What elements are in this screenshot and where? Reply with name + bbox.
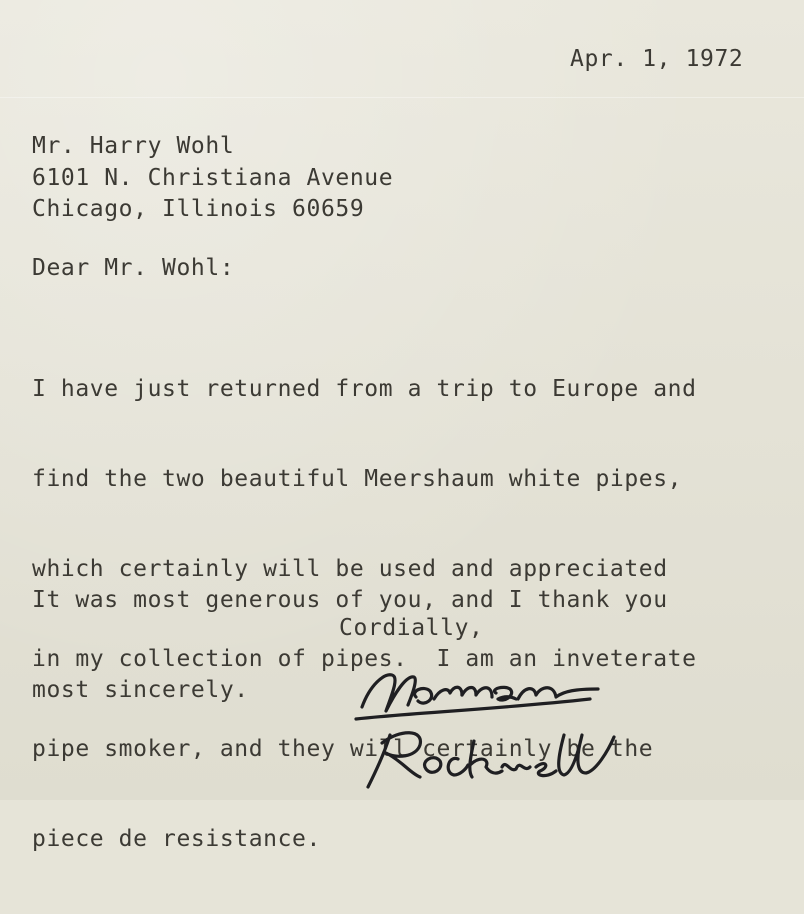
paper-fold-line (0, 97, 804, 98)
body-line: which certainly will be used and appreciated (32, 556, 668, 582)
body-line: find the two beautiful Meershaum white pipes, (32, 466, 683, 492)
recipient-city: Chicago, Illinois 60659 (32, 196, 365, 222)
body-line: I have just returned from a trip to Europe and (32, 376, 697, 402)
body-line: in my collection of pipes. I am an inveterate (32, 646, 697, 672)
salutation: Dear Mr. Wohl: (32, 255, 235, 281)
body-line: pipe smoker, and they will certainly be the (32, 736, 654, 762)
letter-date: Apr. 1, 1972 (570, 46, 744, 72)
body-line: piece de resistance. (32, 826, 321, 852)
closing: Cordially, (339, 615, 484, 641)
body-line: most sincerely. (32, 677, 249, 703)
body-line: It was most generous of you, and I thank you (32, 587, 668, 613)
handwritten-signature (350, 655, 680, 795)
recipient-name: Mr. Harry Wohl (32, 133, 235, 159)
recipient-street: 6101 N. Christiana Avenue (32, 165, 394, 191)
